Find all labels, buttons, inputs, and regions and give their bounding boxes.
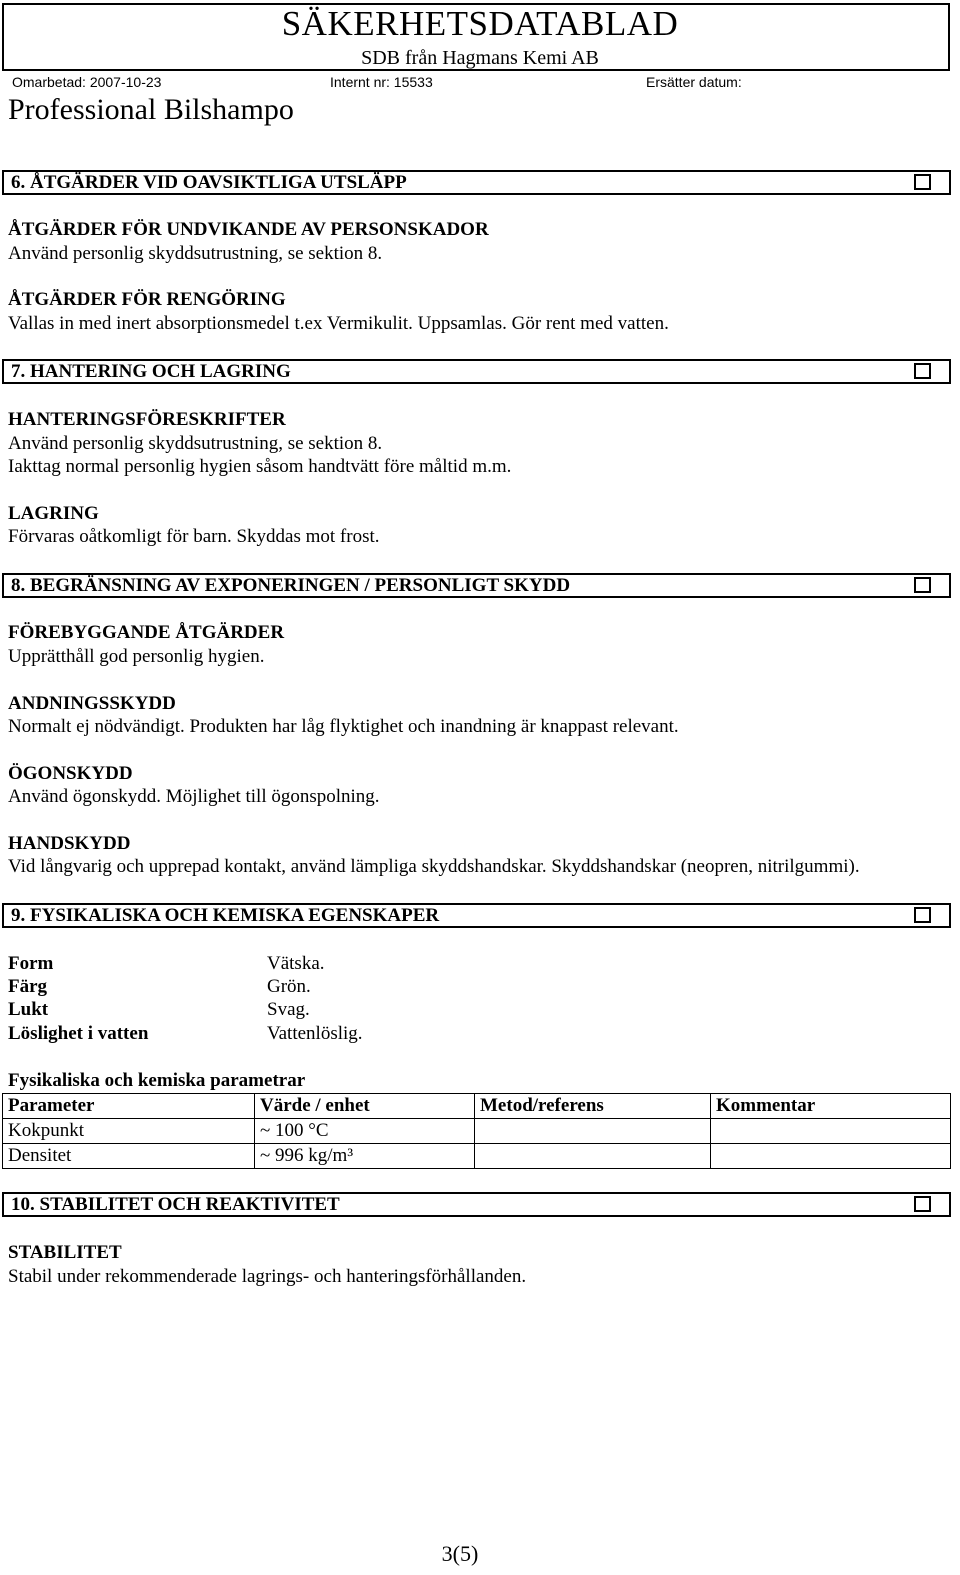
section-6-bar [2,170,951,195]
section-8-title: 8. BEGRÄNSNING AV EXPONERINGEN / PERSONLIGT SKYDD [11,575,571,596]
section-8-checkbox[interactable] [914,577,931,593]
s7-heading-handling: HANTERINGSFÖRESKRIFTER [8,409,286,430]
section-9-title: 9. FYSIKALISKA OCH KEMISKA EGENSKAPER [11,905,440,926]
section-10-checkbox[interactable] [914,1196,931,1212]
table-cell [475,1119,711,1144]
column-header: Värde / enhet [255,1094,475,1119]
document-title [0,4,960,44]
internal-number: Internt nr: 15533 [330,74,433,90]
prop-label: Färg [8,976,48,997]
s7-text-storage: Förvaras oåtkomligt för barn. Skyddas mot frost. [8,526,380,547]
column-header: Parameter [3,1094,255,1119]
table-cell: Kokpunkt [3,1119,255,1144]
page-number: 3(5) [441,1541,479,1566]
s8-text-respiratory: Normalt ej nödvändigt. Produkten har låg flyktighet och inandning är knappast relevant. [8,716,679,737]
s10-text-stability: Stabil under rekommenderade lagrings- och hanteringsförhållanden. [8,1266,527,1287]
s6-heading-cleaning: ÅTGÄRDER FÖR RENGÖRING [8,289,286,310]
s6-heading-personal: ÅTGÄRDER FÖR UNDVIKANDE AV PERSONSKADOR [8,219,489,240]
column-header: Metod/referens [475,1094,711,1119]
section-8-bar [2,573,951,598]
prop-value: Vattenlöslig. [267,1023,363,1044]
s8-text-hand: Vid långvarig och upprepad kontakt, använd lämpliga skyddshandskar. Skyddshandskar (neopren, nitrilgummi). [8,856,860,877]
revised-date: Omarbetad: 2007-10-23 [12,74,162,90]
s8-text-eye: Använd ögonskydd. Möjlighet till ögonspolning. [8,786,380,807]
table-cell: ~ 996 kg/m³ [255,1144,475,1169]
prop-label: Form [8,953,54,974]
s6-text-personal: Använd personlig skyddsutrustning, se sektion 8. [8,243,383,264]
section-7-title: 7. HANTERING OCH LAGRING [11,361,291,382]
s8-heading-hand: HANDSKYDD [8,833,131,854]
prop-value: Svag. [267,999,310,1020]
section-7-checkbox[interactable] [914,363,931,379]
section-7-bar [2,359,951,384]
parameters-table [2,1093,951,1169]
parameters-heading: Fysikaliska och kemiska parametrar [8,1070,306,1091]
s7-text-handling-1: Använd personlig skyddsutrustning, se sektion 8. [8,433,383,454]
table-row [3,1144,951,1169]
prop-label: Lukt [8,999,49,1020]
s8-heading-preventive: FÖREBYGGANDE ÅTGÄRDER [8,622,285,643]
s10-heading-stability: STABILITET [8,1242,122,1263]
s6-text-cleaning: Vallas in med inert absorptionsmedel t.ex Vermikulit. Uppsamlas. Gör rent med vatten. [8,313,669,334]
document-subtitle: SDB från Hagmans Kemi AB [361,47,599,69]
document-title-text: SÄKERHETSDATABLAD [281,4,679,43]
s7-text-handling-2: Iakttag normal personlig hygien såsom handtvätt före måltid m.m. [8,456,512,477]
table-cell [711,1119,951,1144]
section-6-title: 6. ÅTGÄRDER VID OAVSIKTLIGA UTSLÄPP [11,172,407,193]
s7-heading-storage: LAGRING [8,503,99,524]
table-cell: Densitet [3,1144,255,1169]
table-cell [711,1144,951,1169]
table-cell [475,1144,711,1169]
table-cell: ~ 100 °C [255,1119,475,1144]
section-10-bar [2,1192,951,1217]
s8-heading-respiratory: ANDNINGSSKYDD [8,693,176,714]
section-10-title: 10. STABILITET OCH REAKTIVITET [11,1194,340,1215]
section-9-checkbox[interactable] [914,907,931,923]
table-header-row [3,1094,951,1119]
s8-text-preventive: Upprätthåll god personlig hygien. [8,646,265,667]
replaces-date: Ersätter datum: [646,74,742,90]
section-9-bar [2,903,951,928]
column-header: Kommentar [711,1094,951,1119]
section-6-checkbox[interactable] [914,174,931,190]
table-row [3,1119,951,1144]
prop-label: Löslighet i vatten [8,1023,149,1044]
prop-value: Vätska. [267,953,325,974]
s8-heading-eye: ÖGONSKYDD [8,763,133,784]
product-name: Professional Bilshampo [8,93,294,126]
prop-value: Grön. [267,976,311,997]
